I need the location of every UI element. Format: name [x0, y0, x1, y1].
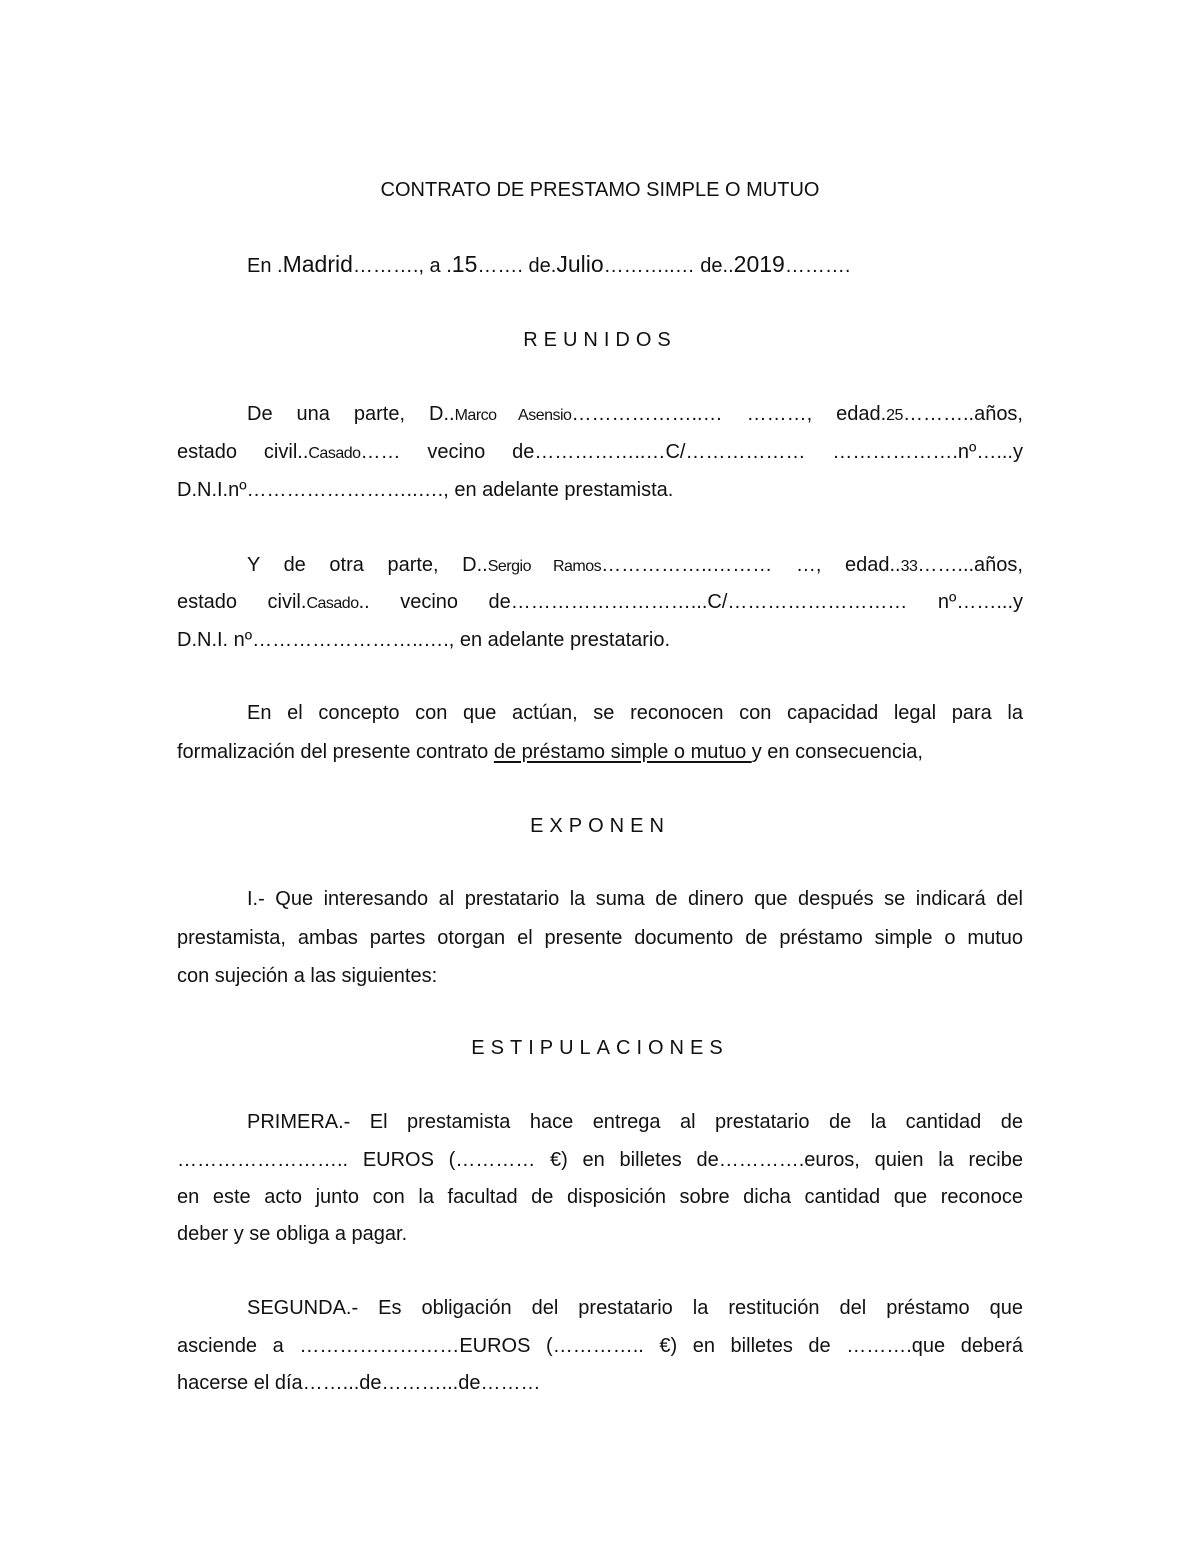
lender-age: 25	[886, 407, 903, 424]
lender-text-4: estado civil..	[177, 441, 309, 463]
date-year: 2019	[733, 251, 785, 277]
date-day: 15	[451, 251, 478, 277]
date-text-4: ………..… de..	[603, 255, 734, 277]
primera-line-1: PRIMERA.- El prestamista hace entrega al prestatario de la cantidad de	[247, 1111, 1023, 1133]
borrower-text-3: ……...años,	[917, 554, 1023, 576]
borrower-line-3: D.N.I. nº……………………..…., en adelante prestatario.	[177, 629, 671, 651]
lender-line-2	[177, 440, 1023, 466]
lender-text-2: ………………..… ………, edad.	[571, 403, 887, 425]
concept-text-2: y en consecuencia,	[751, 741, 923, 763]
borrower-civil-status: Casado	[306, 595, 359, 612]
date-text-3: ……. de.	[477, 255, 557, 277]
concept-underlined-text: de préstamo simple o mutuo	[493, 741, 752, 763]
section-heading-reunidos: REUNIDOS	[523, 329, 677, 351]
section-heading-estipulaciones: ESTIPULACIONES	[471, 1037, 729, 1059]
lender-text-3: ………..años,	[902, 403, 1023, 425]
concept-line-1: En el concepto con que actúan, se reconocen con capacidad legal para la	[247, 702, 1023, 724]
segunda-line-3: hacerse el día……...de………...de………	[177, 1372, 541, 1394]
borrower-line-1	[177, 553, 1023, 579]
date-city: Madrid	[282, 251, 353, 277]
primera-line-4: deber y se obliga a pagar.	[177, 1223, 408, 1245]
segunda-line-1: SEGUNDA.- Es obligación del prestatario la restitución del préstamo que	[247, 1297, 1023, 1319]
lender-text-1: De una parte, D..	[247, 403, 455, 425]
expone-line-2: prestamista, ambas partes otorgan el presente documento de préstamo simple o mutuo	[177, 927, 1023, 949]
borrower-name: Sergio Ramos	[487, 558, 602, 575]
date-month: Julio	[556, 251, 604, 277]
primera-line-3: en este acto junto con la facultad de disposición sobre dicha cantidad que reconoce	[177, 1186, 1023, 1208]
borrower-age: 33	[900, 558, 918, 575]
concept-text-1: formalización del presente contrato	[177, 741, 494, 763]
date-text-2: ………., a .	[352, 255, 452, 277]
borrower-line-2	[177, 590, 1023, 616]
lender-civil-status: Casado	[308, 445, 361, 462]
concept-line-2	[177, 740, 1023, 764]
lender-line-3: D.N.I.nº……………………..…., en adelante prestamista.	[177, 479, 674, 501]
lender-text-5: …… vecino de……………..…C/……………… ……………….nº…...y	[360, 441, 1023, 463]
expone-line-3: con sujeción a las siguientes:	[177, 965, 438, 987]
segunda-line-2: asciende a ……………………EUROS (………….. €) en billetes de ……….que deberá	[177, 1335, 1023, 1357]
expone-line-1: I.- Que interesando al prestatario la suma de dinero que después se indicará del	[247, 888, 1023, 910]
date-text-1: En .	[247, 255, 283, 277]
date-line	[247, 252, 947, 278]
document-title: CONTRATO DE PRESTAMO SIMPLE O MUTUO	[380, 179, 820, 201]
borrower-text-2: ……………..……… …, edad..	[601, 554, 901, 576]
borrower-text-4: estado civil.	[177, 591, 307, 613]
borrower-text-5: .. vecino de………………………...C/……………………… nº……...y	[358, 591, 1024, 613]
borrower-text-1: Y de otra parte, D..	[247, 554, 488, 576]
primera-line-2: …………………….. EUROS (………… €) en billetes de………….euros, quien la recibe	[177, 1149, 1023, 1171]
lender-line-1	[177, 402, 1023, 428]
section-heading-exponen: EXPONEN	[530, 815, 670, 837]
lender-name: Marco Asensio	[454, 407, 572, 424]
date-text-5: ……….	[784, 255, 851, 277]
